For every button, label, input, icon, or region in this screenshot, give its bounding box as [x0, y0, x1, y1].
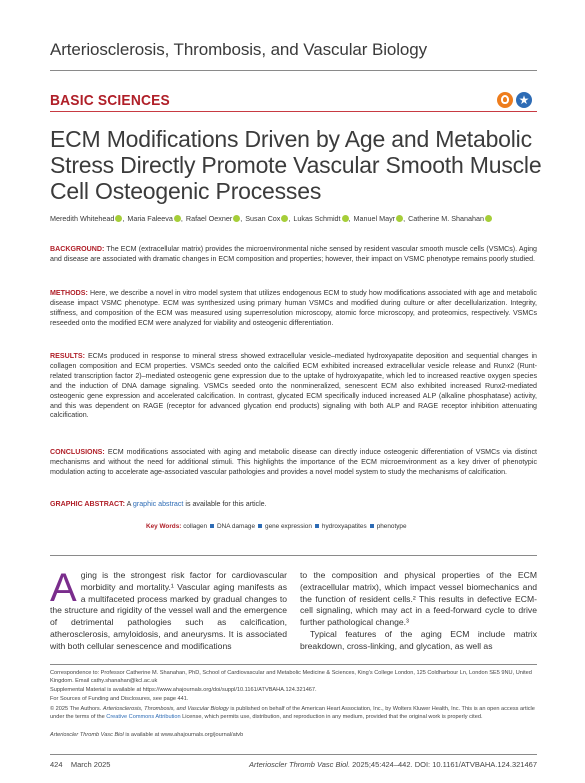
- abstract-graphic: GRAPHIC ABSTRACT: A graphic abstract is available for this article.: [50, 500, 267, 508]
- author-name[interactable]: Catherine M. Shanahan: [408, 214, 492, 223]
- abstract-methods: [50, 289, 537, 329]
- keyword-separator: [210, 524, 214, 528]
- body-text: Typical features of the aging ECM include matrix breakdown, cross-linking, and glycation, as well as: [300, 628, 537, 651]
- results-text: ECMs produced in response to mineral stress showed extracellular vesicle–mediated hydroxyapatite deposition and sequential changes in collagen composition and ECM properties. VSMCs seeded onto the calcified ECM exhibited increased extracellular vesicle release and Runx2 (Runt-related transcription factor 2)–mediated osteogenic gene expression due to the uptake of hydroxyapatite, which led to increased reactive oxygen species and the induction of DNA damage signaling. VSMCs seeded onto the nonmineralized, senescent ECM also exhibited increased Runx2-mediated osteogenic gene expression and accelerated calcification. In contrast, glycated ECM specifically induced increased ALP (alkaline phosphatase) activity, and this was dependent on RAGE (receptor for advanced glycation end products) signaling with both ALP and RAGE receptor inhibition attenuating calcification.: [50, 352, 537, 420]
- author-name[interactable]: Rafael Oexner ,: [185, 214, 245, 223]
- graphic-abstract-link[interactable]: graphic abstract: [132, 500, 184, 508]
- open-access-icon[interactable]: [497, 92, 513, 108]
- page-footer-left: [50, 760, 110, 769]
- keyword[interactable]: hydroxyapatites: [321, 523, 367, 530]
- orcid-icon[interactable]: [115, 215, 122, 222]
- keyword[interactable]: collagen: [183, 523, 207, 530]
- star-icon[interactable]: ★: [516, 92, 532, 108]
- orcid-icon[interactable]: [342, 215, 349, 222]
- author-name[interactable]: Meredith Whitehead ,: [50, 214, 127, 223]
- footer-rule: [50, 754, 537, 755]
- abstract-conclusions: [50, 448, 537, 478]
- keywords: [146, 523, 407, 530]
- abstract-rule: [50, 555, 537, 556]
- funding-note: For Sources of Funding and Disclosures, see page 441.: [50, 696, 189, 702]
- methods-label: METHODS:: [50, 289, 88, 297]
- abstract-results: [50, 352, 537, 421]
- keywords-label: Key Words:: [146, 523, 182, 530]
- journal-name: Arteriosclerosis, Thrombosis, and Vascular Biology: [50, 40, 428, 59]
- conclusions-label: CONCLUSIONS:: [50, 448, 105, 456]
- methods-text: Here, we describe a novel in vitro model system that utilizes endogenous ECM to study how modifications associated with age and metabolic disease impact VSMC phenotype. ECM was synthesized using primary human VSMCs and modified during culture or after decellularization. Integrity, stiffness, and composition of the ECM was measured using superresolution microscopy, atomic force microscopy, and proteomics, respectively. VSMCs reseeded onto the modified ECM were analyzed for viability and osteogenic differentiation.: [50, 289, 537, 327]
- author-name[interactable]: Lukas Schmidt ,: [293, 214, 353, 223]
- keyword[interactable]: phenotype: [376, 523, 407, 530]
- section-label: BASIC SCIENCES: [50, 92, 170, 109]
- background-label: BACKGROUND:: [50, 245, 105, 253]
- author-name[interactable]: Maria Faleeva ,: [127, 214, 185, 223]
- body-text: ging is the strongest risk factor for cardiovascular morbidity and mortality.¹ Vascular aging manifests as a multifaceted process marked by gradual changes to the structure and rigidity of the vessel wall and the emergence of detrimental pathologies such as calcification, atherosclerosis, amyloidosis, and aneurysms. It is associated with both cellular senescence and modifications: [50, 570, 287, 651]
- keyword-separator: [258, 524, 262, 528]
- availability-note: Arterioscler Thromb Vasc Biol is available at www.ahajournals.org/journal/atvb: [50, 732, 244, 738]
- license-link[interactable]: Creative Commons Attribution: [106, 714, 181, 721]
- graphic-label: GRAPHIC ABSTRACT:: [50, 500, 126, 508]
- article-title: ECM Modifications Driven by Age and Metabolic Stress Directly Promote Vascular Smooth Muscle Cell Osteogenic Processes: [50, 126, 542, 204]
- author-list: [50, 214, 550, 223]
- body-text: to the composition and physical properties of the ECM (extracellular matrix), which impact vessel biomechanics and the function of resident cells.² This results in defective ECM-cell signaling, which may act in a feed-forward cycle to drive further pathological change.³: [300, 570, 537, 628]
- orcid-icon[interactable]: [281, 215, 288, 222]
- citation: Arterioscler Thromb Vasc Biol. 2025;45:424–442. DOI: 10.1161/ATVBAHA.124.321467: [249, 760, 537, 769]
- conclusions-text: ECM modifications associated with aging and metabolic disease can directly induce osteogenic differentiation of VSMCs via distinct mechanisms and without the need for additional stimuli. This highlights the importance of the ECM microenvironment as a key driver of phenotypic modulation acting to accelerate age-associated vascular pathologies and provides a novel model system to study the mechanisms of calcification.: [50, 448, 537, 476]
- keyword-separator: [315, 524, 319, 528]
- keyword[interactable]: DNA damage: [217, 523, 256, 530]
- copyright-note: © 2025 The Authors. Arteriosclerosis, Thrombosis, and Vascular Biology is published on behalf of the American Heart Association, Inc., by Wolters Kluwer Health, Inc. This is an open access article under the terms of the Creative Commons Attribution License, which permits use, distribution, and reproduction in any medium, provided that the original work is properly cited.: [50, 706, 535, 721]
- body-left-column: [50, 566, 287, 653]
- header-rule: [50, 70, 537, 71]
- orcid-icon[interactable]: [233, 215, 240, 222]
- issue-date: March 2025: [70, 760, 111, 769]
- orcid-icon[interactable]: [396, 215, 403, 222]
- background-text: The ECM (extracellular matrix) provides the microenvironmental niche sensed by resident vascular smooth muscle cells (VSMCs). Aging and disease are associated with dramatic changes in ECM composition and properties; however, their impact on VSMC phenotype remains poorly studied.: [50, 245, 538, 263]
- keyword[interactable]: gene expression: [265, 523, 312, 530]
- page-number: 424: [50, 760, 63, 769]
- section-rule: [50, 111, 537, 112]
- body-right-column: [300, 570, 537, 653]
- drop-cap: A: [50, 566, 77, 610]
- keyword-separator: [370, 524, 374, 528]
- supplemental-note: Supplemental Material is available at https://www.ahajournals.org/doi/suppl/10.1161/ATVBAHA.124.321467.: [50, 687, 317, 693]
- orcid-icon[interactable]: [485, 215, 492, 222]
- abstract-background: [50, 245, 537, 265]
- author-name[interactable]: Susan Cox ,: [245, 214, 293, 223]
- footnote-rule: [50, 664, 537, 665]
- author-name[interactable]: Manuel Mayr ,: [353, 214, 408, 223]
- results-label: RESULTS:: [50, 352, 85, 360]
- orcid-icon[interactable]: [174, 215, 181, 222]
- correspondence-note: Correspondence to: Professor Catherine M. Shanahan, PhD, School of Cardiovascular and Metabolic Medicine & Sciences, King’s College London, 125 Coldharbour Ln, London SE5 9NU, United Kingdom. Email cathy.shanahan@kcl.ac.uk: [50, 670, 532, 685]
